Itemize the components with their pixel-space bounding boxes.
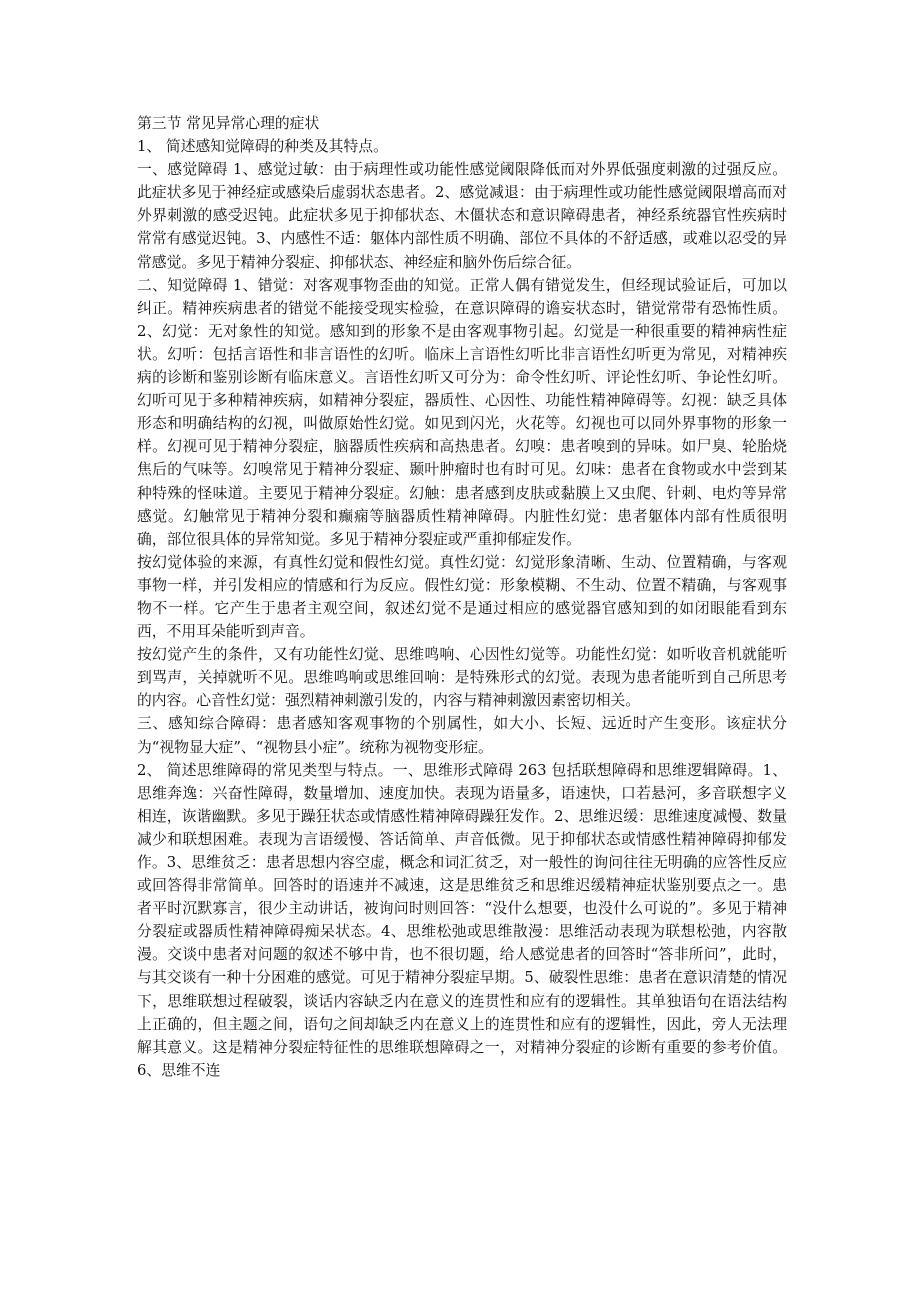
paragraph-hallucination-conditions: 按幻觉产生的条件，又有功能性幻觉、思维鸣响、心因性幻觉等。功能性幻觉：如听收音机就能听到骂声，关掉就听不见。思维鸣响或思维回响：是特殊形式的幻觉。表现为患者能听到自己所思考的内容。心音性幻觉：强烈精神刺激引发的，内容与精神刺激因素密切相关。: [137, 646, 787, 710]
paragraph-perceptual-synthesis: 三、感知综合障碍：患者感知客观事物的个别属性，如大小、长短、远近时产生变形。该症状分为“视物显大症”、“视物县小症”。统称为视物变形症。: [137, 715, 787, 756]
paragraph-question-1: 1、 简述感知觉障碍的种类及其特点。: [137, 138, 388, 156]
section-heading: 第三节 常见异常心理的症状: [137, 115, 320, 132]
paragraph-true-pseudo-hallucination: 按幻觉体验的来源，有真性幻觉和假性幻觉。真性幻觉：幻觉形象清晰、生动、位置精确，与客观事物一样，并引发相应的情感和行为反应。假性幻觉：形象模糊、不生动、位置不精确，与客观事物不一样。它产生于患者主观空间，叙述幻觉不是通过相应的感觉器官感知到的如闭眼能看到东西，不用耳朵能听到声音。: [137, 553, 787, 641]
paragraph-sensory-disorders: 一、感觉障碍 1、感觉过敏：由于病理性或功能性感觉阈限降低而对外界低强度刺激的过强反应。此症状多见于神经症或感染后虚弱状态患者。2、感觉减退：由于病理性或功能性感觉阈限增高而对外界刺激的感受迟钝。此症状多见于抑郁状态、木僵状态和意识障碍患者，神经系统器官性疾病时常常有感觉迟钝。3、内感性不适：躯体内部性质不明确、部位不具体的不舒适感，或难以忍受的异常感觉。多见于精神分裂症、抑郁状态、神经症和脑外伤后综合征。: [137, 161, 787, 271]
paragraph-perception-disorders: 二、知觉障碍 1、错觉：对客观事物歪曲的知觉。正常人偶有错觉发生，但经现试验证后，可加以纠正。精神疾病患者的错觉不能接受现实检验，在意识障碍的谵妄状态时，错觉常带有恐怖性质。2、幻觉：无对象性的知觉。感知到的形象不是由客观事物引起。幻觉是一种很重要的精神病性症状。幻听：包括言语性和非言语性的幻听。临床上言语性幻听比非言语性幻听更为常见，对精神疾病的诊断和鉴别诊断有临床意义。言语性幻听又可分为：命令性幻听、评论性幻听、争论性幻听。幻听可见于多种精神疾病，如精神分裂症，器质性、心因性、功能性精神障碍等。幻视：缺乏具体形态和明确结构的幻视，叫做原始性幻觉。如见到闪光，火花等。幻视也可以同外界事物的形象一样。幻视可见于精神分裂症，脑器质性疾病和高热患者。幻嗅：患者嗅到的异味。如尸臭、轮胎烧焦后的气味等。幻嗅常见于精神分裂症、颞叶肿瘤时也有时可见。幻味：患者在食物或水中尝到某种特殊的怪味道。主要见于精神分裂症。幻触：患者感到皮肤或黏膜上又虫爬、针刺、电灼等异常感觉。幻触常见于精神分裂和癫痫等脑器质性精神障碍。内脏性幻觉：患者躯体内部有性质很明确，部位很具体的异常知觉。多见于精神分裂症或严重抑郁症发作。: [137, 276, 787, 548]
paragraph-thinking-disorders: 2、 简述思维障碍的常见类型与特点。一、思维形式障碍 263 包括联想障碍和思维逻辑障碍。1、思维奔逸：兴奋性障碍，数量增加、速度加快。表现为语量多，语速快，口若悬河，多音联想字义相连，诙谐幽默。多见于躁狂状态或情感性精神障碍躁狂发作。2、思维迟缓：思维速度减慢、数量减少和联想困难。表现为言语缓慢、答话简单、声音低微。见于抑郁状态或情感性精神障碍抑郁发作。3、思维贫乏：患者思想内容空虚，概念和词汇贫乏，对一般性的询问往往无明确的应答性反应或回答得非常简单。回答时的语速并不减速，这是思维贫乏和思维迟缓精神症状鉴别要点之一。患者平时沉默寡言，很少主动讲话，被询问时则回答：“没什么想要，也没什么可说的”。多见于精神分裂症或器质性精神障碍痴呆状态。4、思维松弛或思维散漫：思维活动表现为联想松弛，内容散漫。交谈中患者对问题的叙述不够中肯，也不很切题，给人感觉患者的回答时“答非所问”，此时，与其交谈有一种十分困难的感觉。可见于精神分裂症早期。5、破裂性思维：患者在意识清楚的情况下，思维联想过程破裂，谈话内容缺乏内在意义的连贯性和应有的逻辑性。其单独语句在语法结构上正确的，但主题之间，语句之间却缺乏内在意义上的连贯性和应有的逻辑性，因此，旁人无法理解其意义。这是精神分裂症特征性的思维联想障碍之一，对精神分裂症的诊断有重要的参考价值。6、思维不连: [137, 761, 787, 1079]
document-body: [137, 112, 787, 1082]
